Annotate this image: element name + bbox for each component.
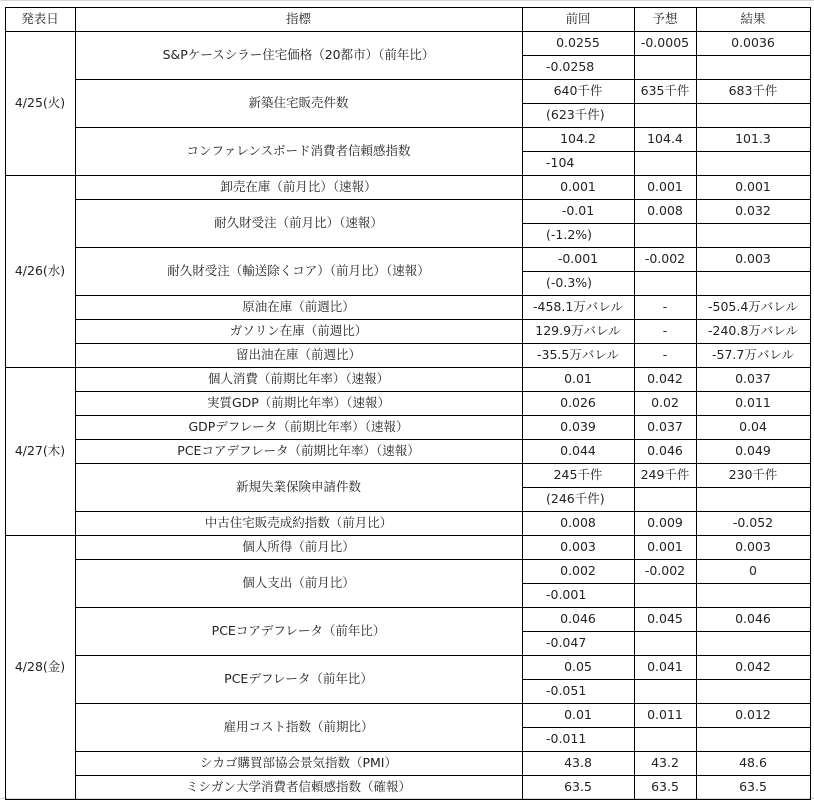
- result-value: -0.052: [732, 515, 774, 530]
- revised-previous-value: (-1.2%): [546, 227, 593, 242]
- table-gridline: [522, 271, 811, 272]
- header-date: 発表日: [21, 11, 59, 26]
- forecast-value: -: [662, 323, 668, 338]
- indicator-label: PCEデフレータ（前年比）: [224, 671, 373, 686]
- table-gridline: [75, 607, 811, 608]
- indicator-label: S&Pケースシラー住宅価格（20都市）（前年比）: [162, 47, 435, 62]
- revised-previous-value: -0.011: [546, 731, 587, 746]
- table-gridline: [5, 535, 811, 536]
- forecast-value: 0.02: [651, 395, 679, 410]
- table-gridline: [75, 463, 811, 464]
- indicator-label: 耐久財受注（前月比）（速報）: [214, 215, 383, 230]
- table-gridline: [522, 679, 811, 680]
- indicator-label: 新築住宅販売件数: [248, 95, 349, 110]
- table-gridline: [75, 751, 811, 752]
- table-gridline: [75, 559, 811, 560]
- table-gridline: [5, 367, 811, 368]
- result-value: 0.012: [735, 707, 771, 722]
- revised-previous-value: (-0.3%): [546, 275, 593, 290]
- revised-previous-value: -0.0258: [546, 59, 595, 74]
- forecast-value: 104.4: [647, 131, 683, 146]
- result-value: 0.04: [739, 419, 767, 434]
- table-gridline: [522, 7, 523, 800]
- date-cell: 4/26(水): [14, 263, 66, 278]
- forecast-value: 0.001: [647, 179, 683, 194]
- table-gridline: [522, 55, 811, 56]
- result-value: 230千件: [728, 467, 778, 482]
- table-gridline: [75, 439, 811, 440]
- indicator-label: シカゴ購買部協会景気指数（PMI）: [199, 755, 397, 770]
- table-gridline: [634, 7, 635, 800]
- indicator-label: 留出油在庫（前週比）: [235, 347, 361, 362]
- result-value: 0.003: [735, 251, 771, 266]
- result-value: 0.011: [735, 395, 771, 410]
- previous-value: 0.01: [564, 707, 592, 722]
- previous-value: -0.001: [557, 251, 599, 266]
- revised-previous-value: (623千件): [546, 107, 605, 122]
- date-cell: 4/28(金): [14, 659, 66, 674]
- indicator-label: 原油在庫（前週比）: [242, 299, 355, 314]
- forecast-value: 0.011: [647, 707, 683, 722]
- indicator-label: PCEコアデフレータ（前年比）: [211, 623, 386, 638]
- indicator-label: ガソリン在庫（前週比）: [229, 323, 368, 338]
- table-gridline: [522, 223, 811, 224]
- previous-value: 43.8: [564, 755, 592, 770]
- result-value: -57.7万バレル: [711, 347, 795, 362]
- result-value: 0.046: [735, 611, 771, 626]
- result-value: 0.032: [735, 203, 771, 218]
- table-gridline: [0, 0, 814, 1]
- forecast-value: -0.0005: [640, 35, 690, 50]
- header-previous: 前回: [565, 11, 591, 26]
- previous-value: -35.5万バレル: [536, 347, 620, 362]
- forecast-value: 0.041: [647, 659, 683, 674]
- indicator-label: 中古住宅販売成約指数（前月比）: [204, 515, 393, 530]
- previous-value: -458.1万バレル: [533, 299, 623, 314]
- previous-value: 0.001: [560, 179, 596, 194]
- forecast-value: 0.009: [647, 515, 683, 530]
- revised-previous-value: (246千件): [546, 491, 605, 506]
- indicator-label: 実質GDP（前期比年率）（速報）: [206, 395, 391, 410]
- forecast-value: 43.2: [651, 755, 679, 770]
- table-gridline: [75, 391, 811, 392]
- indicator-label: コンファレンスボード消費者信頼感指数: [186, 143, 411, 158]
- header-forecast: 予想: [652, 11, 678, 26]
- table-gridline: [696, 7, 697, 800]
- date-cell: 4/27(木): [14, 443, 66, 458]
- table-gridline: [522, 151, 811, 152]
- table-gridline: [75, 655, 811, 656]
- table-gridline: [5, 7, 811, 8]
- result-value: 48.6: [739, 755, 767, 770]
- table-gridline: [522, 487, 811, 488]
- previous-value: 640千件: [553, 83, 603, 98]
- table-gridline: [75, 703, 811, 704]
- previous-value: 245千件: [553, 467, 603, 482]
- forecast-value: 0.001: [647, 539, 683, 554]
- result-value: 0: [749, 563, 757, 578]
- indicator-label: 個人所得（前月比）: [242, 539, 355, 554]
- indicator-label: GDPデフレータ（前期比年率）（速報）: [188, 419, 409, 434]
- indicator-label: 卸売在庫（前月比）（速報）: [220, 179, 377, 194]
- date-cell: 4/25(火): [14, 95, 66, 110]
- forecast-value: -0.002: [644, 563, 686, 578]
- indicator-label: 雇用コスト指数（前期比）: [223, 719, 374, 734]
- table-gridline: [5, 7, 6, 800]
- revised-previous-value: -104: [546, 155, 575, 170]
- table-gridline: [75, 295, 811, 296]
- result-value: 0.037: [735, 371, 771, 386]
- result-value: 0.042: [735, 659, 771, 674]
- table-gridline: [75, 7, 76, 800]
- indicator-label: PCEコアデフレータ（前期比年率）（速報）: [177, 443, 420, 458]
- result-value: 101.3: [735, 131, 771, 146]
- table-gridline: [75, 127, 811, 128]
- table-gridline: [522, 727, 811, 728]
- previous-value: 0.026: [560, 395, 596, 410]
- forecast-value: -: [662, 347, 668, 362]
- table-gridline: [5, 175, 811, 176]
- table-gridline: [75, 247, 811, 248]
- result-value: 0.001: [735, 179, 771, 194]
- forecast-value: 0.045: [647, 611, 683, 626]
- forecast-value: 0.046: [647, 443, 683, 458]
- result-value: 683千件: [728, 83, 778, 98]
- result-value: 0.049: [735, 443, 771, 458]
- previous-value: 0.0255: [556, 35, 600, 50]
- indicator-label: 耐久財受注（輸送除くコア）（前月比）（速報）: [167, 263, 430, 278]
- table-gridline: [522, 631, 811, 632]
- previous-value: 129.9万バレル: [535, 323, 621, 338]
- previous-value: 0.002: [560, 563, 596, 578]
- table-gridline: [75, 79, 811, 80]
- table-gridline: [522, 103, 811, 104]
- previous-value: 0.01: [564, 371, 592, 386]
- forecast-value: 0.037: [647, 419, 683, 434]
- table-gridline: [75, 199, 811, 200]
- table-gridline: [75, 319, 811, 320]
- result-value: -240.8万バレル: [708, 323, 798, 338]
- result-value: 0.003: [735, 539, 771, 554]
- table-gridline: [810, 7, 811, 800]
- forecast-value: 635千件: [640, 83, 690, 98]
- previous-value: 0.044: [560, 443, 596, 458]
- indicator-label: ミシガン大学消費者信頼感指数（確報）: [185, 779, 411, 794]
- indicator-label: 個人支出（前月比）: [242, 575, 355, 590]
- result-value: 0.0036: [731, 35, 775, 50]
- result-value: 63.5: [739, 779, 767, 794]
- revised-previous-value: -0.001: [546, 587, 587, 602]
- previous-value: 0.008: [560, 515, 596, 530]
- previous-value: 0.003: [560, 539, 596, 554]
- forecast-value: 0.008: [647, 203, 683, 218]
- table-gridline: [75, 775, 811, 776]
- table-gridline: [75, 511, 811, 512]
- previous-value: 0.039: [560, 419, 596, 434]
- previous-value: 104.2: [560, 131, 596, 146]
- forecast-value: 63.5: [651, 779, 679, 794]
- table-gridline: [75, 343, 811, 344]
- indicator-label: 新規失業保険申請件数: [235, 479, 361, 494]
- revised-previous-value: -0.051: [546, 683, 587, 698]
- forecast-value: -0.002: [644, 251, 686, 266]
- forecast-value: -: [662, 299, 668, 314]
- table-gridline: [5, 31, 811, 32]
- forecast-value: 249千件: [640, 467, 690, 482]
- table-gridline: [5, 799, 811, 800]
- table-gridline: [522, 583, 811, 584]
- previous-value: 63.5: [564, 779, 592, 794]
- revised-previous-value: -0.047: [546, 635, 587, 650]
- result-value: -505.4万バレル: [708, 299, 798, 314]
- previous-value: 0.046: [560, 611, 596, 626]
- indicator-label: 個人消費（前期比年率）（速報）: [207, 371, 390, 386]
- header-result: 結果: [740, 11, 766, 26]
- table-gridline: [75, 415, 811, 416]
- header-indicator: 指標: [285, 11, 311, 26]
- previous-value: -0.01: [561, 203, 595, 218]
- forecast-value: 0.042: [647, 371, 683, 386]
- previous-value: 0.05: [564, 659, 592, 674]
